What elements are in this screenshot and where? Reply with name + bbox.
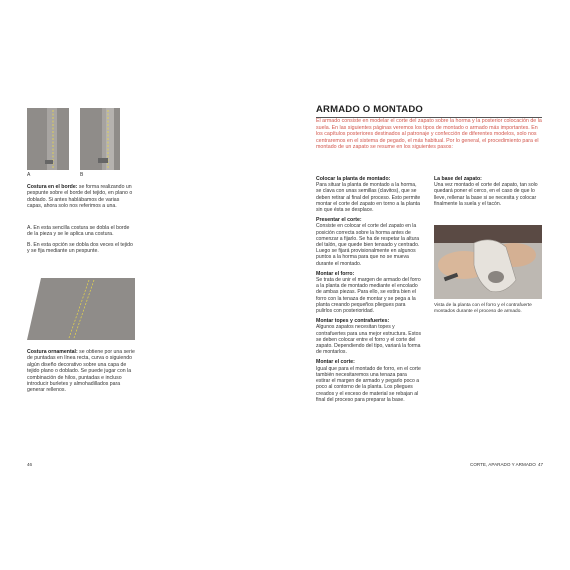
step-item bbox=[316, 359, 422, 402]
photo-caption: Vista de la planta con el forro y el contrafuerte montados durante el proceso de armado. bbox=[434, 303, 532, 314]
step-item bbox=[316, 318, 422, 355]
step-heading: Presentar el corte: bbox=[316, 217, 362, 224]
edge-stitch-title: Costura en el borde: bbox=[27, 184, 78, 190]
label-b: B bbox=[80, 172, 84, 178]
ornamental-stitch-figure bbox=[27, 278, 135, 340]
right-page-number: 47 bbox=[538, 462, 544, 467]
ornamental-text: se obtiene por una serie de puntadas en línea recta, curva o siguiendo algún diseño decorativo sobre una capa de tejido plano o doblado. Se puede jugar con la combinación de hilos, puntadas e incluso introducir burletes y almohadillados para generar rellenos. bbox=[27, 349, 135, 394]
edge-stitch-figure-b bbox=[80, 108, 120, 170]
step-heading: Colocar la planta de montado: bbox=[316, 176, 391, 182]
edge-stitch-figure-a bbox=[27, 108, 69, 170]
edge-stitch-text: se forma realizando un pespunte sobre el borde del tejido, en plano o doblado. Si antes hablábamos de varias capas, ahora solo nos referimos a una. bbox=[27, 184, 133, 210]
option-b-text: B. En esta opción se dobla dos veces el tejido y se fija mediante un pespunte. bbox=[27, 242, 133, 255]
step-heading: Montar topes y contrafuertes: bbox=[316, 318, 390, 325]
intro-paragraph: El armado consiste en modelar el corte del zapato sobre la horma y la posterior colocación de la suela. En las siguientes páginas veremos los tipos de montado o armado más importantes. En los capítulos posteriores destinados al patronaje y confección de diferentes modelos, solo nos centraremos en el sistema de pegado, el más habitual. Por lo general, el procedimiento para el montado de un zapato se resume en los siguientes pasos: bbox=[316, 118, 542, 150]
steps-column bbox=[316, 176, 422, 407]
edge-stitch-paragraph bbox=[27, 184, 135, 210]
step-text: Se trata de unir el margen de armado del forro a la planta de montado mediante el encolado de ambas piezas. Para ello, se estira bien el forro con la tenaza de montar y se pega a la planta creando pequeños pliegues para pulirlos con posterioridad. bbox=[316, 277, 421, 315]
step-heading: Montar el forro: bbox=[316, 270, 355, 277]
step-text: Igual que para el montado de forro, en el corte también necesitaremos una tenaza para estirar el margen de armado y pegarlo poco a poco al contorno de la planta. Los pliegues creados y el exceso de material se rebajan al final del proceso para preparar la base. bbox=[316, 365, 421, 403]
step-text: Consiste en colocar el corte del zapato en la posición correcta sobre la horma antes de comenzar a fijarlo. Se ha de respetar la altura del talón, que quede bien tensado y centrado. Luego se fijará provisionalmente en algunos puntos a la horma para que no se mueva durante el montado. bbox=[316, 223, 420, 267]
step-item bbox=[316, 271, 422, 314]
step-item bbox=[316, 176, 422, 213]
ornamental-paragraph bbox=[27, 349, 135, 394]
step-text: Para situar la planta de montado a la horma, se clava con unas semillas (clavitos), que se deben retirar al final del proceso. Esto permite montar el corte del zapato en torno a la planta sin que ésta se desplace. bbox=[316, 182, 421, 214]
label-a: A bbox=[27, 172, 31, 178]
page-title: ARMADO O MONTADO bbox=[316, 104, 542, 118]
footer-section-title: CORTE, APARADO Y ARMADO bbox=[470, 462, 536, 467]
option-a-text: A. En esta sencilla costura se dobla el borde de la pieza y se le aplica una costura. bbox=[27, 225, 130, 238]
step-heading: Montar el corte: bbox=[316, 359, 355, 366]
base-heading: La base del zapato: bbox=[434, 176, 482, 182]
left-page-number: 46 bbox=[27, 462, 33, 467]
step-item bbox=[316, 217, 422, 267]
base-column bbox=[434, 176, 540, 211]
base-item bbox=[434, 176, 540, 207]
lasting-photo bbox=[434, 225, 542, 299]
ornamental-title: Costura ornamental: bbox=[27, 349, 78, 355]
base-text: Una vez montado el corte del zapato, tan solo quedará poner el cerco, en el caso de que lo lleve, rellenar la base si se necesita y colocar finalmente la suela y el tacón. bbox=[434, 182, 538, 207]
step-text: Algunos zapatos necesitan topes y contrafuertes para una mejor estructura. Estos se deben colocar entre el forro y el corte del zapato. Dependiendo del tipo, variará la forma de montarlos. bbox=[316, 324, 422, 356]
